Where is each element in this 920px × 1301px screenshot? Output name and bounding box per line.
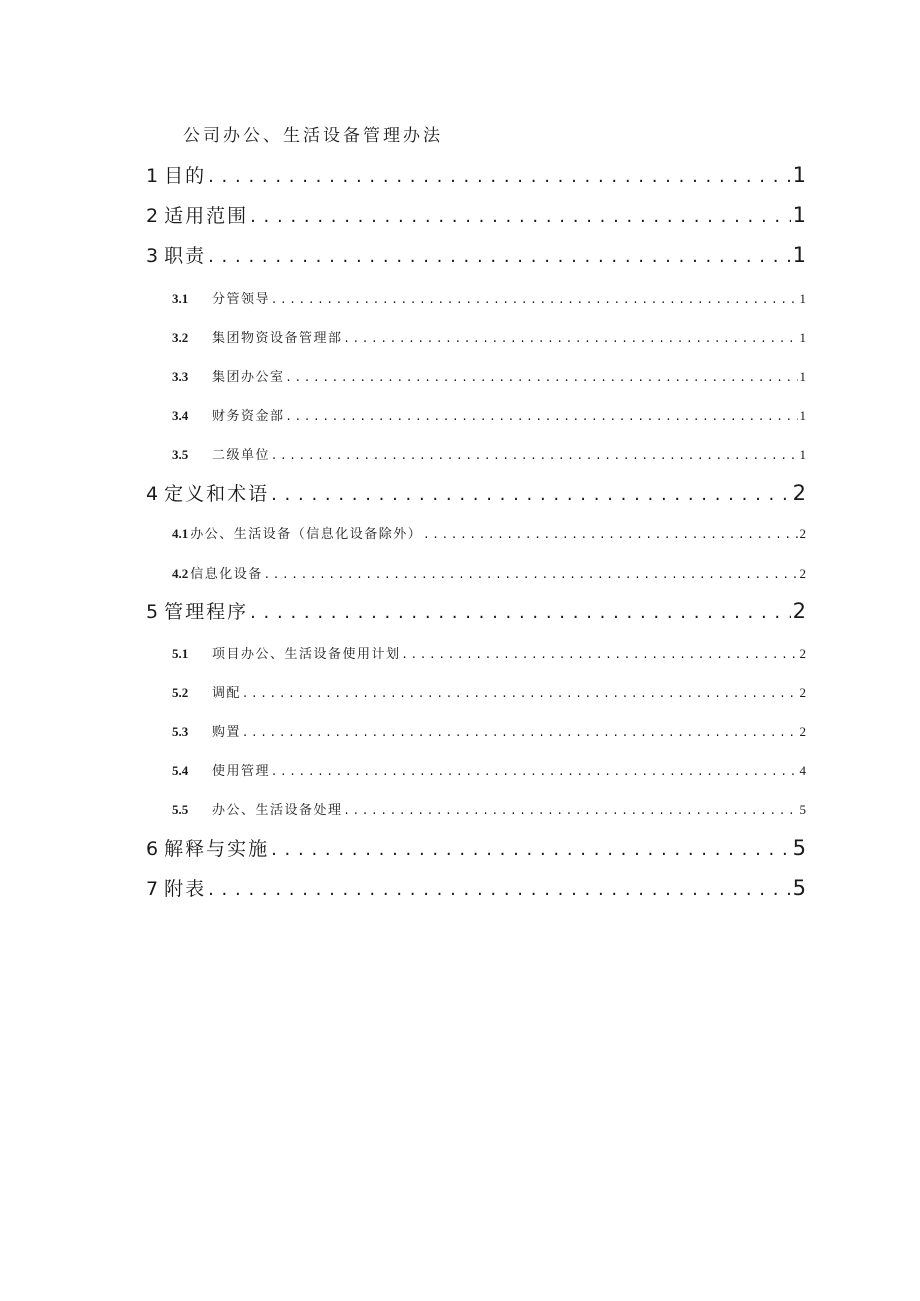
toc-dot-leader xyxy=(403,647,798,662)
toc-entry-number: 7 xyxy=(146,878,161,900)
toc-page-number: 2 xyxy=(792,599,806,623)
toc-entry-label: 集团办公室 xyxy=(212,370,285,385)
toc-entry-5-3[interactable] xyxy=(172,721,806,741)
toc-entry-label: 信息化设备 xyxy=(190,567,263,582)
toc-entry-3[interactable] xyxy=(146,241,806,267)
toc-entry-label: 管理程序 xyxy=(164,601,249,623)
toc-entry-number: 1 xyxy=(146,165,161,187)
toc-entry-label: 使用管理 xyxy=(212,764,271,779)
toc-entry-3-4[interactable] xyxy=(172,405,806,425)
toc-page-number: 5 xyxy=(792,836,806,860)
toc-entry-number: 3.2 xyxy=(172,330,189,345)
toc-dot-leader xyxy=(208,166,791,187)
toc-entry-4-2[interactable] xyxy=(172,563,806,583)
toc-entry-6[interactable] xyxy=(146,834,806,860)
toc-entry-5-1[interactable] xyxy=(172,643,806,663)
toc-dot-leader xyxy=(208,879,791,900)
toc-page-number: 1 xyxy=(799,447,806,462)
toc-entry-number: 3.1 xyxy=(172,291,189,306)
toc-page-number: 1 xyxy=(799,408,806,423)
toc-entry-label: 二级单位 xyxy=(212,448,271,463)
toc-entry-4-1[interactable] xyxy=(172,523,806,543)
toc-dot-leader xyxy=(272,448,797,463)
toc-page-number: 5 xyxy=(792,876,806,900)
toc-entry-number: 5.4 xyxy=(172,763,189,778)
toc-page-number: 2 xyxy=(799,566,806,581)
toc-entry-5-4[interactable] xyxy=(172,760,806,780)
toc-page-number: 1 xyxy=(799,291,806,306)
toc-entry-5-2[interactable] xyxy=(172,682,806,702)
toc-entry-number: 6 xyxy=(146,838,161,860)
toc-page-number: 5 xyxy=(799,802,806,817)
toc-entry-label: 附表 xyxy=(164,878,207,900)
toc-entry-5[interactable] xyxy=(146,597,806,623)
toc-entry-3-5[interactable] xyxy=(172,444,806,464)
toc-entry-number: 4 xyxy=(146,483,161,505)
toc-dot-leader xyxy=(265,567,798,582)
toc-page-number: 4 xyxy=(799,763,806,778)
toc-entry-label: 职责 xyxy=(164,245,207,267)
toc-entry-number: 3.3 xyxy=(172,369,189,384)
toc-entry-label: 定义和术语 xyxy=(164,483,270,505)
toc-entry-3-1[interactable] xyxy=(172,288,806,308)
toc-entry-label: 项目办公、生活设备使用计划 xyxy=(212,647,401,662)
toc-dot-leader xyxy=(271,839,791,860)
toc-entry-label: 财务资金部 xyxy=(212,409,285,424)
toc-entry-label: 分管领导 xyxy=(212,292,271,307)
toc-page-number: 1 xyxy=(799,369,806,384)
toc-entry-label: 适用范围 xyxy=(164,205,249,227)
toc-entry-3-2[interactable] xyxy=(172,327,806,347)
toc-entry-2[interactable] xyxy=(146,201,806,227)
toc-entry-label: 解释与实施 xyxy=(164,838,270,860)
toc-dot-leader xyxy=(250,602,791,623)
toc-entry-number: 4.1 xyxy=(172,526,189,541)
toc-entry-number: 5.2 xyxy=(172,685,189,700)
toc-entry-number: 5.1 xyxy=(172,646,189,661)
toc-entry-number: 5.3 xyxy=(172,724,189,739)
toc-entry-number: 3 xyxy=(146,245,161,267)
toc-entry-number: 5 xyxy=(146,601,161,623)
toc-page-number: 1 xyxy=(792,163,806,187)
toc-page-number: 1 xyxy=(792,243,806,267)
toc-entry-number: 2 xyxy=(146,205,161,227)
toc-entry-label: 办公、生活设备处理 xyxy=(212,803,343,818)
toc-entry-7[interactable] xyxy=(146,874,806,900)
toc-entry-4[interactable] xyxy=(146,479,806,505)
toc-entry-5-5[interactable] xyxy=(172,799,806,819)
toc-dot-leader xyxy=(243,725,797,740)
toc-entry-label: 办公、生活设备（信息化设备除外） xyxy=(190,527,423,542)
toc-page-number: 2 xyxy=(799,685,806,700)
toc-entry-label: 购置 xyxy=(212,725,242,740)
toc-entry-number: 3.5 xyxy=(172,447,189,462)
toc-dot-leader xyxy=(272,292,797,307)
toc-entry-3-3[interactable] xyxy=(172,366,806,386)
toc-dot-leader xyxy=(208,246,791,267)
toc-entry-label: 调配 xyxy=(212,686,242,701)
toc-entry-1[interactable] xyxy=(146,161,806,187)
toc-dot-leader xyxy=(287,370,798,385)
toc-entry-number: 5.5 xyxy=(172,802,189,817)
toc-page-number: 1 xyxy=(799,330,806,345)
toc-page-number: 1 xyxy=(792,203,806,227)
toc-page-number: 2 xyxy=(799,526,806,541)
toc-entry-number: 3.4 xyxy=(172,408,189,423)
toc-entry-label: 目的 xyxy=(164,165,207,187)
document-title: 公司办公、生活设备管理办法 xyxy=(183,126,443,146)
toc-page-number: 2 xyxy=(799,646,806,661)
toc-dot-leader xyxy=(272,764,797,779)
toc-dot-leader xyxy=(345,803,798,818)
toc-dot-leader xyxy=(424,527,797,542)
toc-dot-leader xyxy=(287,409,798,424)
toc-page-number: 2 xyxy=(799,724,806,739)
toc-dot-leader xyxy=(243,686,797,701)
toc-dot-leader xyxy=(271,484,791,505)
toc-entry-label: 集团物资设备管理部 xyxy=(212,331,343,346)
toc-entry-number: 4.2 xyxy=(172,566,189,581)
toc-page-number: 2 xyxy=(792,481,806,505)
toc-dot-leader xyxy=(250,206,791,227)
toc-dot-leader xyxy=(345,331,798,346)
